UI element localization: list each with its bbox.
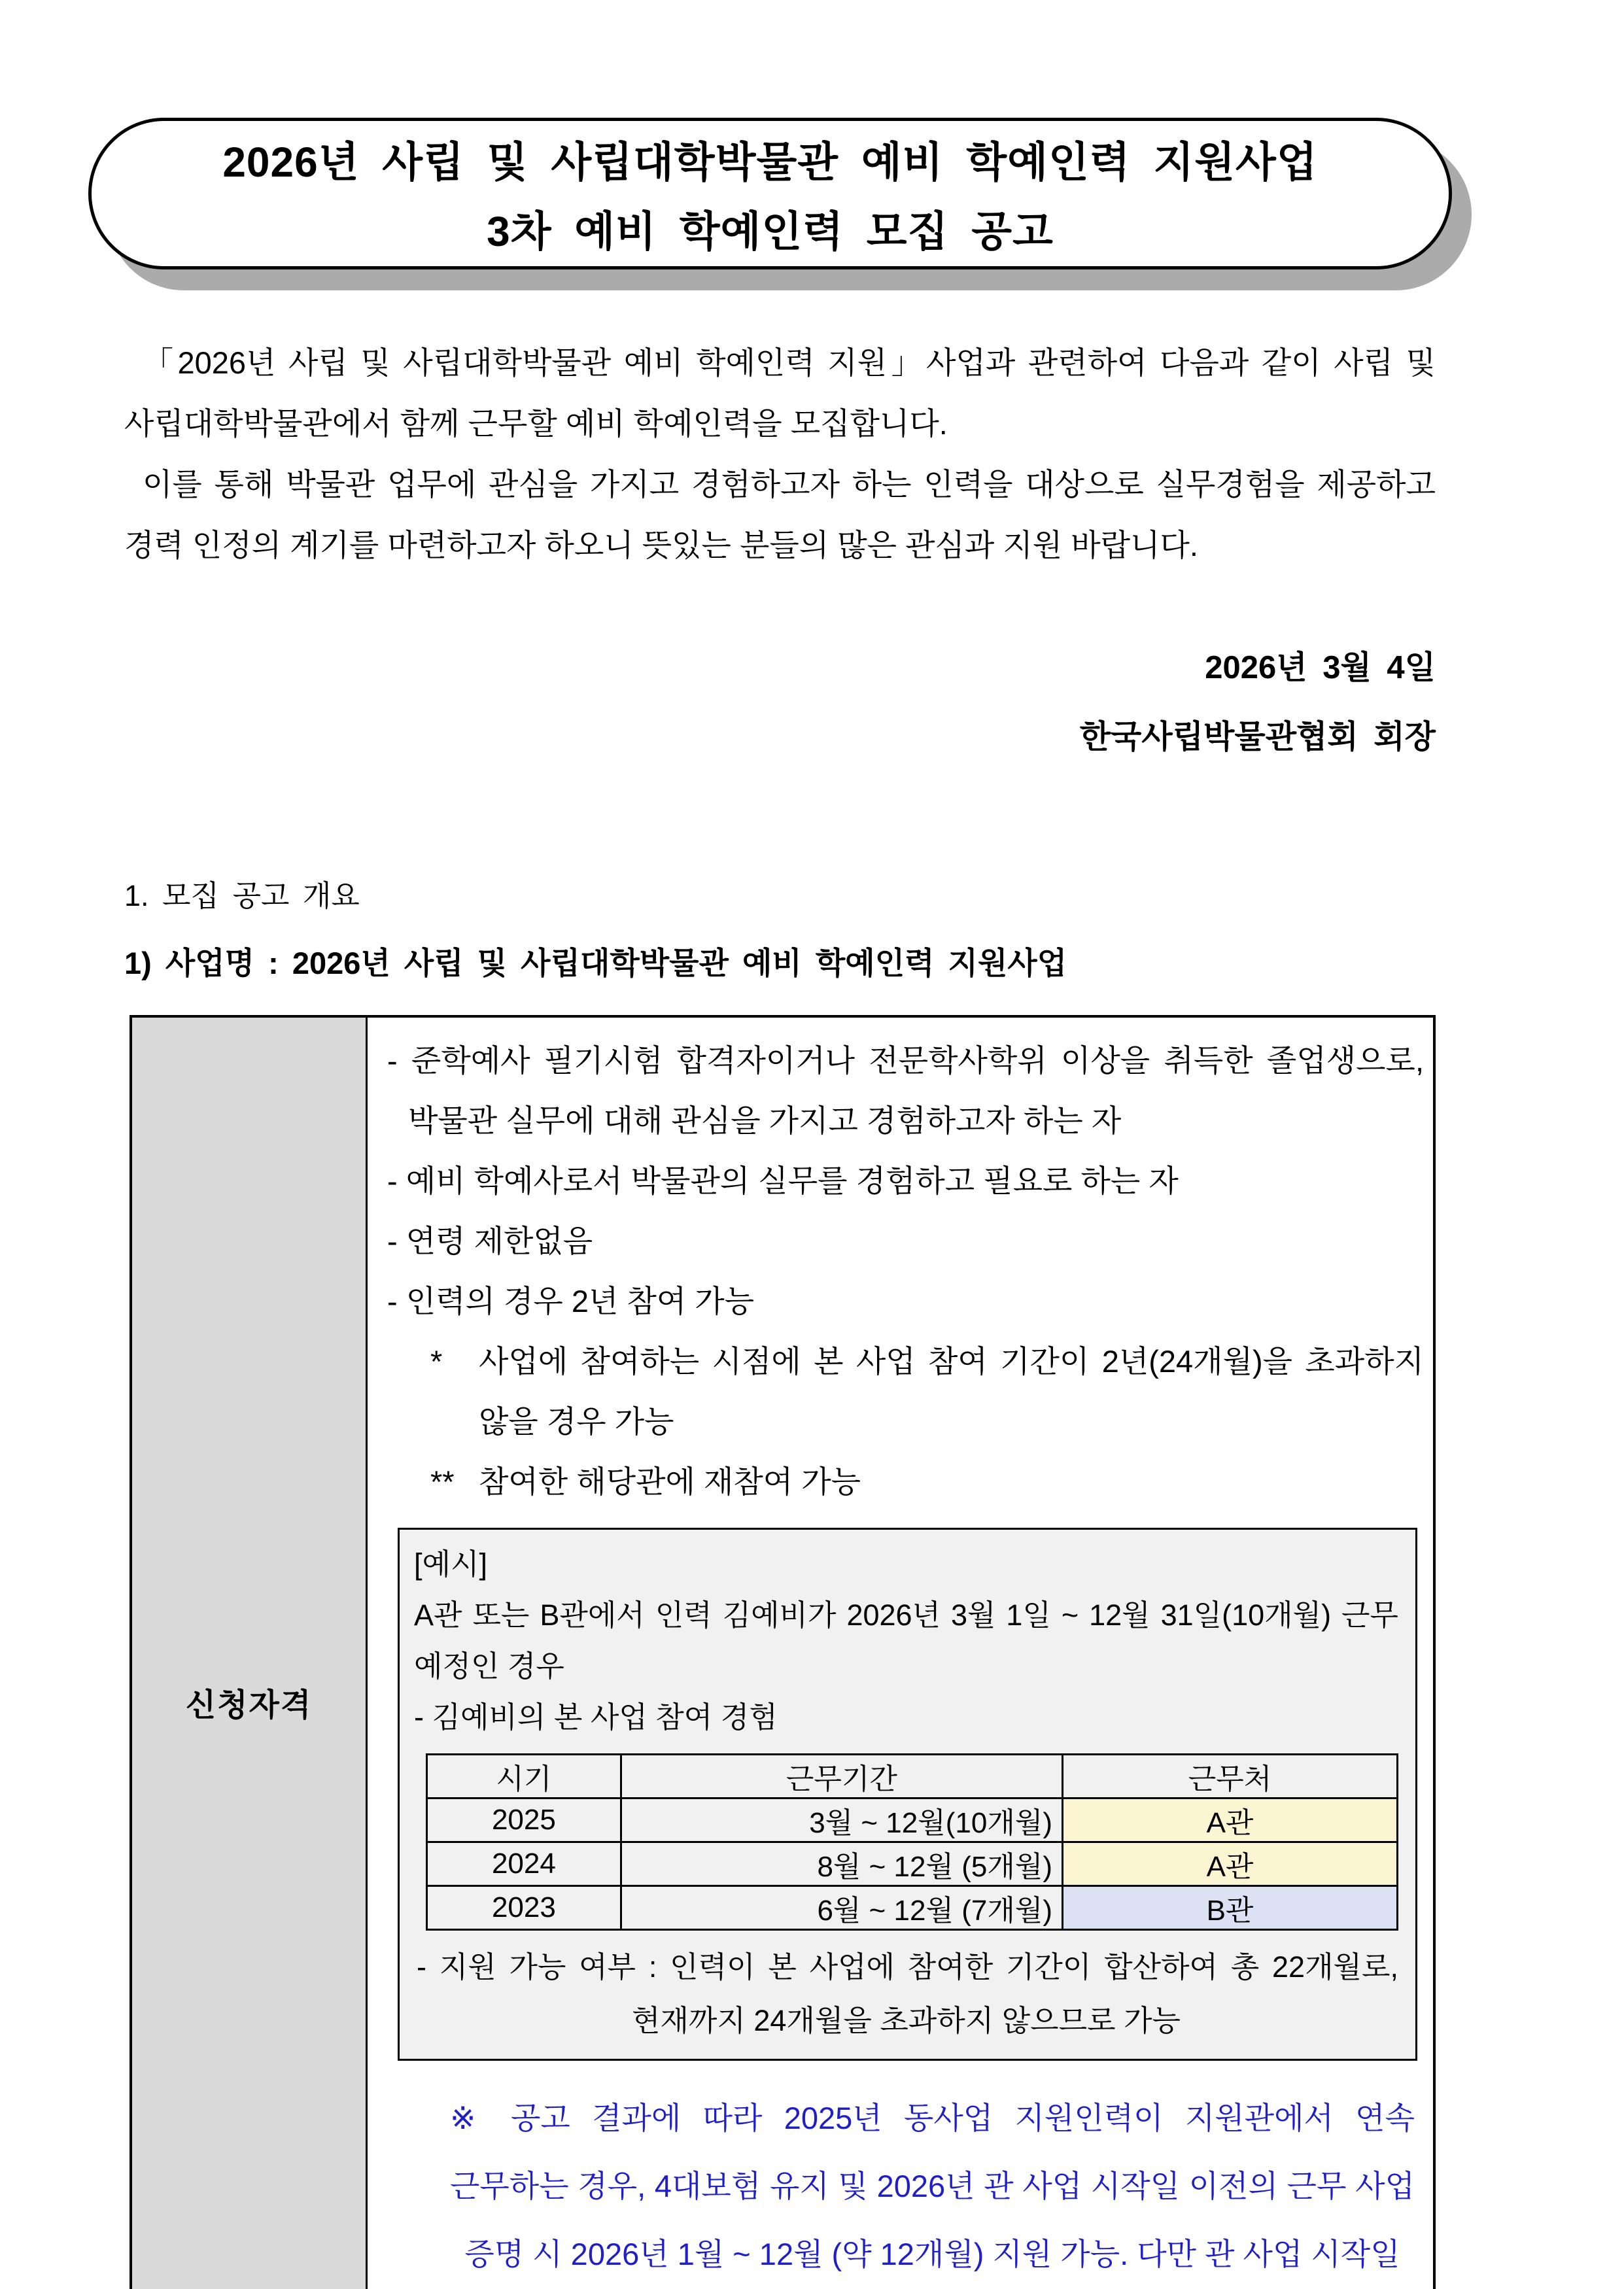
history-row-2023 <box>427 1886 1398 1930</box>
issuing-organization: 한국사립박물관협회 회장 <box>1079 719 1436 755</box>
history-row-2024 <box>427 1842 1398 1886</box>
workplace-cell: B관 <box>1063 1886 1398 1930</box>
eligibility-bullet-2: - 예비 학예사로서 박물관의 실무를 경험하고 필요로 하는 자 <box>387 1163 1179 1198</box>
example-label: [예시] <box>414 1547 487 1581</box>
footnote-text-double: 참여한 해당관에 재참여 가능 <box>479 1464 861 1499</box>
example-subline: - 김예비의 본 사업 참여 경험 <box>414 1700 778 1734</box>
history-header-row <box>427 1755 1398 1798</box>
history-row-2025 <box>427 1798 1398 1842</box>
column-header-workplace: 근무처 <box>1063 1755 1398 1798</box>
eligibility-bullet-4: - 인력의 경우 2년 참여 가능 <box>387 1284 755 1318</box>
work-history-table <box>426 1753 1398 1931</box>
eligibility-result-line-2: 현재까지 24개월을 초과하지 않으므로 가능 <box>631 2004 1181 2037</box>
footnote-marker-double: ** <box>430 1464 455 1499</box>
period-cell: 2025 <box>427 1798 621 1842</box>
title-box <box>88 118 1452 269</box>
qualification-table <box>130 1015 1436 2289</box>
continuation-notice: ※ 공고 결과에 따라 2025년 동사업 지원인력이 지원관에서 연속 근무하는 경우, 4대보험 유지 및 2026년 관 사업 시작일 이전의 근무 사업 증명 시 2026년 1월 ~ 12월 (약 12개월) 지원 가능. 다만 관 사업 시작일 <box>450 2101 1415 2271</box>
duration-cell: 8월 ~ 12월 (5개월) <box>621 1842 1062 1886</box>
signature-block <box>124 633 1436 772</box>
intro-paragraph-1: 「2026년 사립 및 사립대학박물관 예비 학예인력 지원」사업과 관련하여 다음과 같이 사립 및 사립대학박물관에서 함께 근무할 예비 학예인력을 모집합니다. <box>124 345 1436 441</box>
workplace-cell: A관 <box>1063 1798 1398 1842</box>
footnote-text-single: 사업에 참여하는 시점에 본 사업 참여 기간이 2년(24개월)을 초과하지 않을 경우 가능 <box>479 1344 1424 1439</box>
footnote-marker-single: * <box>430 1344 443 1379</box>
duration-cell: 3월 ~ 12월(10개월) <box>621 1798 1062 1842</box>
eligibility-result-line-1: - 지원 가능 여부 : 인력이 본 사업에 참여한 기간이 합산하여 총 22개월로, <box>417 1950 1398 1984</box>
project-name-heading: 1) 사업명 : 2026년 사립 및 사립대학박물관 예비 학예인력 지원사업 <box>124 946 1067 980</box>
eligibility-bullet-3: - 연령 제한없음 <box>387 1224 593 1258</box>
footnote-double-star <box>430 1452 1424 1512</box>
column-header-period: 시기 <box>427 1755 621 1798</box>
period-cell: 2024 <box>427 1842 621 1886</box>
qualification-row-header: 신청자격 <box>132 1018 368 2289</box>
announcement-date: 2026년 3월 4일 <box>1205 650 1436 685</box>
eligibility-bullet-1: - 준학예사 필기시험 합격자이거나 전문학사학위 이상을 취득한 졸업생으로, 박물관 실무에 대해 관심을 가지고 경험하고자 하는 자 <box>387 1043 1424 1138</box>
footnote-single-star <box>430 1332 1424 1452</box>
example-box <box>398 1528 1417 2061</box>
period-cell: 2023 <box>427 1886 621 1930</box>
section-heading: 1. 모집 공고 개요 <box>124 879 360 912</box>
workplace-cell: A관 <box>1063 1842 1398 1886</box>
duration-cell: 6월 ~ 12월 (7개월) <box>621 1886 1062 1930</box>
column-header-duration: 근무기간 <box>621 1755 1062 1798</box>
example-intro: A관 또는 B관에서 인력 김예비가 2026년 3월 1일 ~ 12월 31일(10개월) 근무 예정인 경우 <box>414 1598 1398 1683</box>
title-line-2: 3차 예비 학예인력 모집 공고 <box>487 208 1054 255</box>
title-line-1: 2026년 사립 및 사립대학박물관 예비 학예인력 지원사업 <box>222 139 1318 186</box>
qualification-content <box>368 1018 1433 2289</box>
intro-paragraph-2: 이를 통해 박물관 업무에 관심을 가지고 경험하고자 하는 인력을 대상으로 실무경험을 제공하고 경력 인정의 계기를 마련하고자 하오니 뜻있는 분들의 많은 관심과 지원 바랍니다. <box>124 467 1436 562</box>
